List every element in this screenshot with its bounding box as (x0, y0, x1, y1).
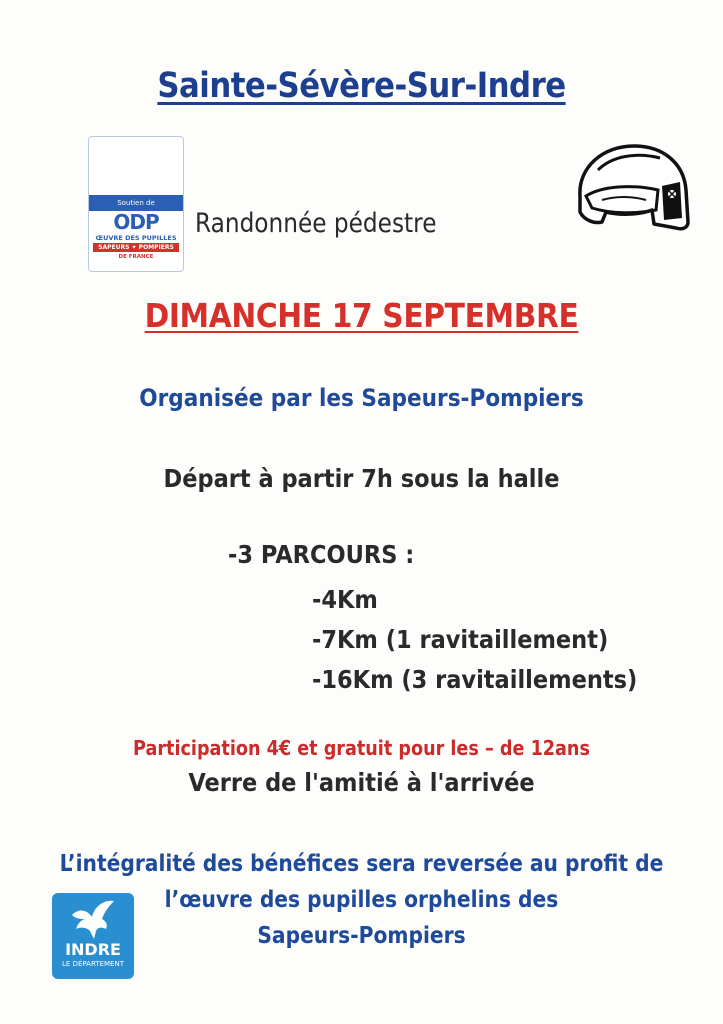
indre-logo (52, 893, 134, 979)
odp-line1: ŒUVRE DES PUPILLES (95, 234, 177, 242)
parcours-heading: -3 PARCOURS : (228, 540, 415, 569)
departure-text: Départ à partir 7h sous la halle (163, 464, 560, 493)
fire-helmet-icon (572, 138, 694, 234)
verre-text: Verre de l'amitié à l'arrivée (188, 768, 535, 797)
benefices-line: l’œuvre des pupilles orphelins des (164, 887, 559, 913)
organizer-text: Organisée par les Sapeurs-Pompiers (139, 384, 584, 412)
odp-line3: DE FRANCE (118, 254, 154, 260)
odp-line2: SAPEURS ✦ POMPIERS (93, 243, 179, 252)
event-subtitle: Randonnée pédestre (195, 208, 437, 239)
odp-logo (88, 136, 184, 272)
parcours-item: -16Km (3 ravitaillements) (312, 665, 638, 694)
benefices-line: L’intégralité des bénéfices sera reversée au profit de (59, 851, 664, 877)
odp-soutien-label: Soutien de (89, 195, 183, 211)
indre-sub: LE DÉPARTEMENT (62, 960, 124, 968)
indre-name: INDRE (65, 940, 121, 959)
parcours-item: -7Km (1 ravitaillement) (312, 625, 609, 654)
participation-text: Participation 4€ et gratuit pour les – de 12ans (133, 736, 590, 760)
parcours-item: -4Km (312, 585, 378, 614)
page-title: Sainte-Sévère-Sur-Indre (157, 66, 566, 106)
odp-mark: ODP (113, 210, 159, 234)
parcours-list (312, 580, 673, 700)
benefices-line: Sapeurs-Pompiers (257, 923, 466, 949)
eagle-icon (68, 897, 118, 941)
event-date: DIMANCHE 17 SEPTEMBRE (144, 296, 579, 335)
